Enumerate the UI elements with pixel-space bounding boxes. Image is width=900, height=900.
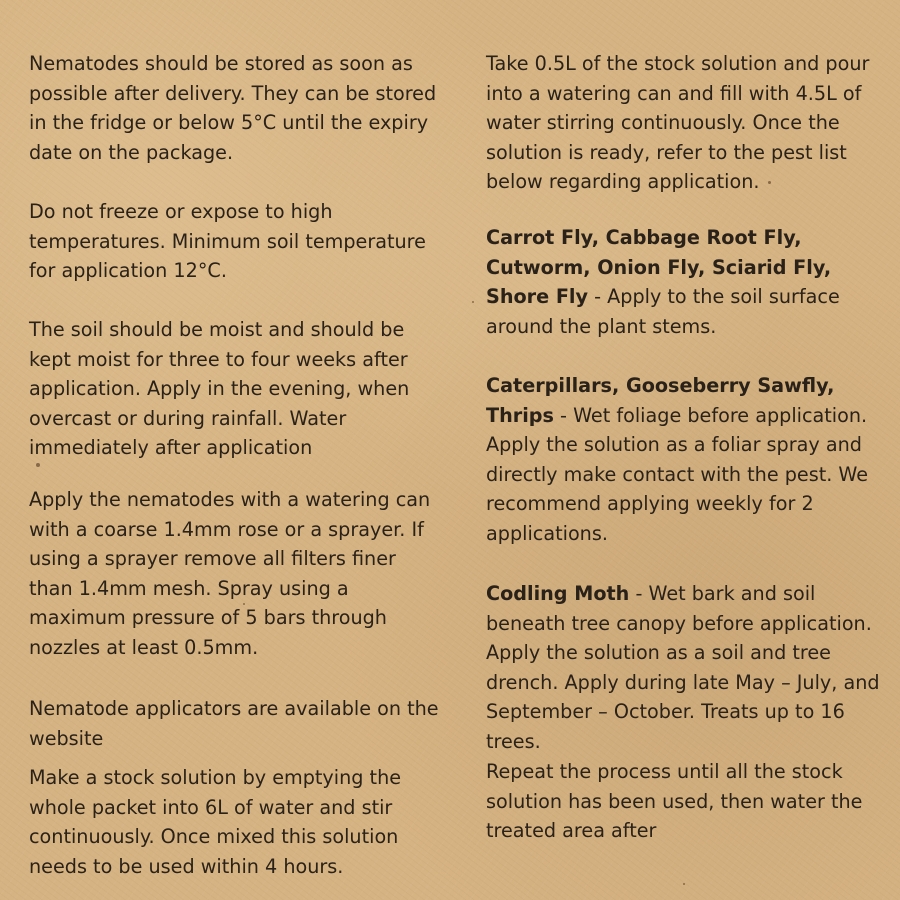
soil-moisture-paragraph: The soil should be moist and should be kept moist for three to four weeks after application. Apply in the evening, when overcast or during rainfall. Water immediately after application: [29, 318, 410, 460]
pest-name: Codling Moth: [486, 582, 630, 605]
application-method-paragraph: Apply the nematodes with a watering can with a coarse 1.4mm rose or a sprayer. If using a sprayer remove all filters finer than 1.4mm mesh. Spray using a maximum pressure of 5 bars through nozzles at least 0.5mm.: [29, 488, 431, 659]
pest-name: Caterpillars, Gooseberry Sawfly, Thrips: [486, 374, 835, 427]
applicators-paragraph: Nematode applicators are available on the website: [29, 697, 439, 750]
pest-entry: [486, 223, 891, 341]
dilution-paragraph: Take 0.5L of the stock solution and pour into a watering can and fill with 4.5L of water stirring continuously. Once the solution is ready, refer to the pest list below regarding application.: [486, 52, 870, 194]
pest-instruction: - Wet foliage before application. Apply the solution as a foliar spray and directly make contact with the pest. We recommend applying weekly for 2 applications.: [486, 403, 869, 545]
pest-instruction: - Apply to the soil surface around the plant stems.: [486, 285, 840, 338]
temperature-paragraph: Do not freeze or expose to high temperatures. Minimum soil temperature for application 12°C.: [29, 200, 426, 283]
repeat-paragraph: Repeat the process until all the stock solution has been used, then water the treated area after: [486, 760, 863, 843]
pest-instruction: - Wet bark and soil beneath tree canopy before application. Apply the solution as a soil and tree drench. Apply during late May – July, and September – October. Treats up to 16 trees.: [486, 582, 880, 753]
pest-entry: [486, 579, 891, 757]
paper-speck: [683, 883, 685, 885]
stock-solution-paragraph: Make a stock solution by emptying the whole packet into 6L of water and stir continuously. Once mixed this solution needs to be used within 4 hours.: [29, 766, 402, 878]
paper-speck: [472, 301, 474, 303]
pest-entry: [486, 371, 891, 549]
paper-speck: [36, 463, 40, 467]
pest-name: Carrot Fly, Cabbage Root Fly, Cutworm, Onion Fly, Sciarid Fly, Shore Fly: [486, 226, 832, 309]
storage-paragraph: Nematodes should be stored as soon as possible after delivery. They can be stored in the fridge or below 5°C until the expiry date on the package.: [29, 52, 437, 164]
